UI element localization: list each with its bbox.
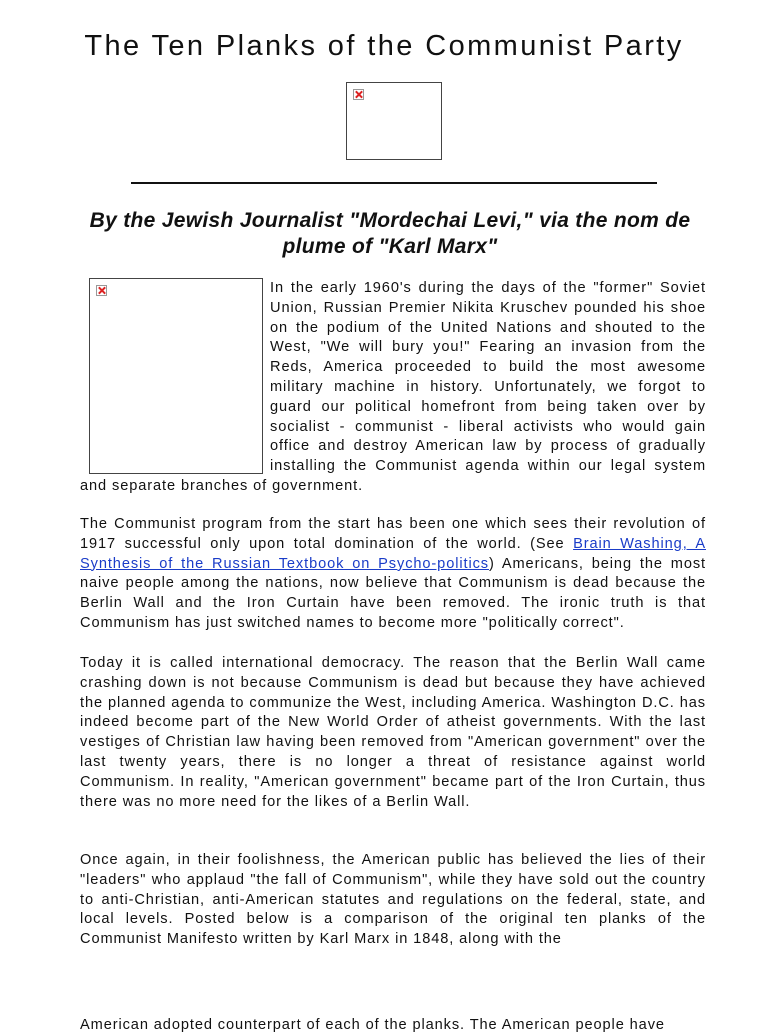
intro-paragraph-block [80,279,706,497]
paragraph-4 [80,851,706,950]
paragraph-5-text: American adopted counterpart of each of the planks. The American people have [80,1017,665,1033]
paragraph-2 [80,515,706,634]
image-float-spacer [80,279,270,475]
paragraph-3 [80,654,706,812]
subtitle: By the Jewish Journalist "Mordechai Levi," via the nom de plume of "Karl Marx" [89,209,691,258]
page-title: The Ten Planks of the Communist Party [84,30,684,62]
paragraph-3-text: Today it is called international democracy. The reason that the Berlin Wall came crashing down is not because Communism is dead but because they have achieved the planned agenda to communize the West, including America. Washington D.C. has indeed become part of the New World Order of atheist governments. With the last vestiges of Christian law having been removed from "American government" over the last twenty years, there is no longer a threat of resistance against world Communism. In reality, "American government" became part of the Iron Curtain, thus there was no more need for the likes of a Berlin Wall. [80,655,706,810]
header-image-placeholder [346,82,442,160]
paragraph-2-text-b: ) Americans, being the most naive people among the nations, now believe that Communism is dead because the Berlin Wall and the Iron Curtain have been removed. The ironic truth is that Communism has just switched names to become more "politically correct". [80,555,706,631]
broken-image-icon [353,89,364,100]
paragraph-2-text-a: The Communist program from the start has been one which sees their revolution of 1917 successful only upon total domination of the world. (See [80,516,706,552]
horizontal-rule [131,182,657,184]
paragraph-5 [80,1016,706,1036]
brain-washing-link[interactable]: Brain Washing, A Synthesis of the Russian Textbook on Psycho-politics [80,535,706,572]
paragraph-4-text: Once again, in their foolishness, the American public has believed the lies of their "leaders" who applaud "the fall of Communism", while they have sold out the country to anti-Christian, anti-American statutes and regulations on the federal, state, and local levels. Posted below is a comparison of the original ten planks of the Communist Manifesto written by Karl Marx in 1848, along with the [80,852,706,948]
paragraph-1: In the early 1960's during the days of the "former" Soviet Union, Russian Premier Nikita Kruschev pounded his shoe on the podium of the United Nations and shouted to the West, "We will bury you!" Fearing an invasion from the Reds, America proceeded to build the most awesome military machine in history. Unfortunately, we forgot to guard our political homefront from being taken over by socialist - communist - liberal activists who would gain office and destroy American law by process of gradually installing the Communist agenda within our legal system and separate branches of government. [80,280,706,494]
